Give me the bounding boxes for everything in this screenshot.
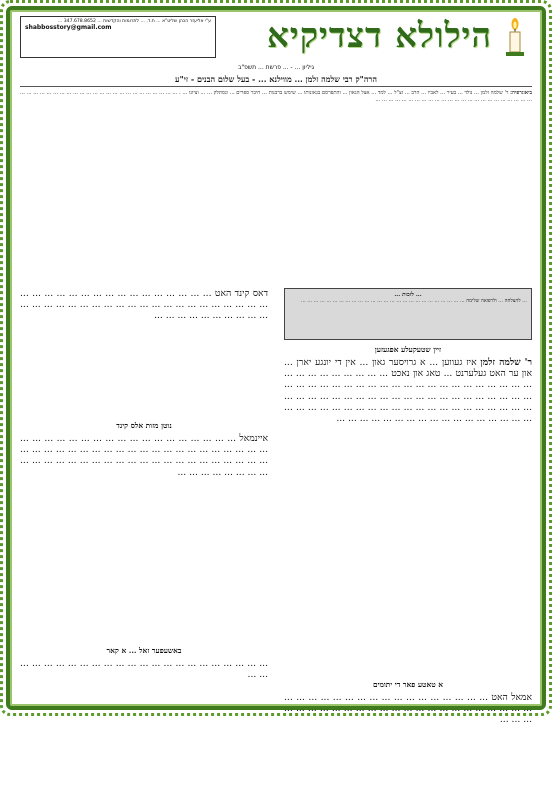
page-content xyxy=(20,16,532,726)
story-heading-2: א טאטע פאר די יתומים xyxy=(372,680,444,689)
dedication-box xyxy=(284,288,532,340)
biography-paragraph xyxy=(20,90,532,286)
issue-info: גיליון ... - ... פרשת ... תשפ"ב xyxy=(237,64,315,71)
story-paragraph-3: דאס קינד האט ... ... ... ... ... ... ... ... ... ... ... ... ... ... ... ... ... ... ... ... ... ... ... ... ... ... ... ... ... ... ... ... ... ... ... ... ... ... ... ... ... ... ... ... ... ... ... xyxy=(20,288,268,322)
candle-icon xyxy=(502,18,528,58)
dedication-title: ... לזכות ... xyxy=(394,292,422,298)
contact-text: ע"י אליעזר הכהן שליט"א ... ת.ד. ... לתרומות והקדשות ... 347.678.8652 ... xyxy=(57,19,211,24)
right-column xyxy=(284,288,532,726)
biography-lead: ביאוגרפיה: xyxy=(510,90,532,96)
story-heading-3: נוטן מזות אלס קינד xyxy=(116,421,172,430)
dedication-text: ... להצלחה ... ולרפואה שלימה ... ... ... ... ... ... ... ... ... ... ... ... ... ... ... ... ... ... ... ... ... ... ... ... ... ... xyxy=(300,298,527,305)
masthead xyxy=(20,16,532,62)
contact-email: shabbosstory@gmail.com xyxy=(25,24,112,31)
story-paragraph-5: ... ... ... ... ... ... ... ... ... ... ... ... ... ... ... ... ... ... ... ... ... ... ... xyxy=(20,658,268,681)
contact-box xyxy=(20,16,216,58)
story-paragraph-2: אמאל האט ... ... ... ... ... ... ... ... ... ... ... ... ... ... ... ... ... ... ... ... ... ... ... ... ... ... ... ... ... ... ... ... ... ... ... ... ... ... ... ... ... xyxy=(284,692,532,726)
story-paragraph-4: איינמאל ... ... ... ... ... ... ... ... ... ... ... ... ... ... ... ... ... ... ... ... ... ... ... ... ... ... ... ... ... ... ... ... ... ... ... ... ... ... ... ... ... ... ... ... ... ... ... ... ... ... ... ... ... ... ... ... ... ... ... ... ... ... ... ... ... ... ... ... xyxy=(20,433,268,478)
left-column xyxy=(20,288,268,702)
story-paragraph-1 xyxy=(284,357,532,675)
story-paragraph-1-lead: ר' שלמה זלמן xyxy=(480,357,532,368)
title-area xyxy=(232,16,532,62)
story-heading-1: זיין שטעקעלע אפגעזען xyxy=(374,345,442,354)
story-paragraph-1-text: איז געווען ... א גרויסער גאון ... אין די יונגע יארן ... און ער האט געלערנט ... טאג און נאכט ... ... ... ... ... ... ... ... ... ... ... ... ... ... ... ... ... ... ... ... ... ... ... ... ... ... ... ... ... ... ... ... ... ... ... ... ... ... ... ... ... ... ... ... ... ... ... ... ... ... ... ... ... ... ... ... ... ... ... ... ... ... ... ... ... ... ... ... ... ... ... ... ... ... ... ... ... ... ... ... ... ... ... ... ... ... ... ... ... xyxy=(284,357,532,425)
tzadik-name-line: הרה"ק רבי שלמה זלמן ... מווילנא ... - בעל שלום הבנים - זי"ע xyxy=(20,74,532,87)
newsletter-title: הילולא דצדיקיא xyxy=(266,16,492,56)
story-heading-4: באשעפער זאל ... א קאר xyxy=(106,646,182,655)
biography-text: ר' שלמה זלמן ... נולד ... בעיר ... לאביו ... הרב ... זצ"ל ... למד ... אצל הגאון ... והתפרסם בגאונותו ... שימש ברבנות ... חיבר ספרים ... ונסתלק ... ... וציונו ... . ... ... ... ... ... ... ... ... ... ... ... ... ... ... ... ... ... ... ... ... ... ... ... ... ... ... ... ... ... ... ... ... ... ... ... ... ... ... ... ... ... ... ... ... ... ... ... ... xyxy=(20,90,532,103)
